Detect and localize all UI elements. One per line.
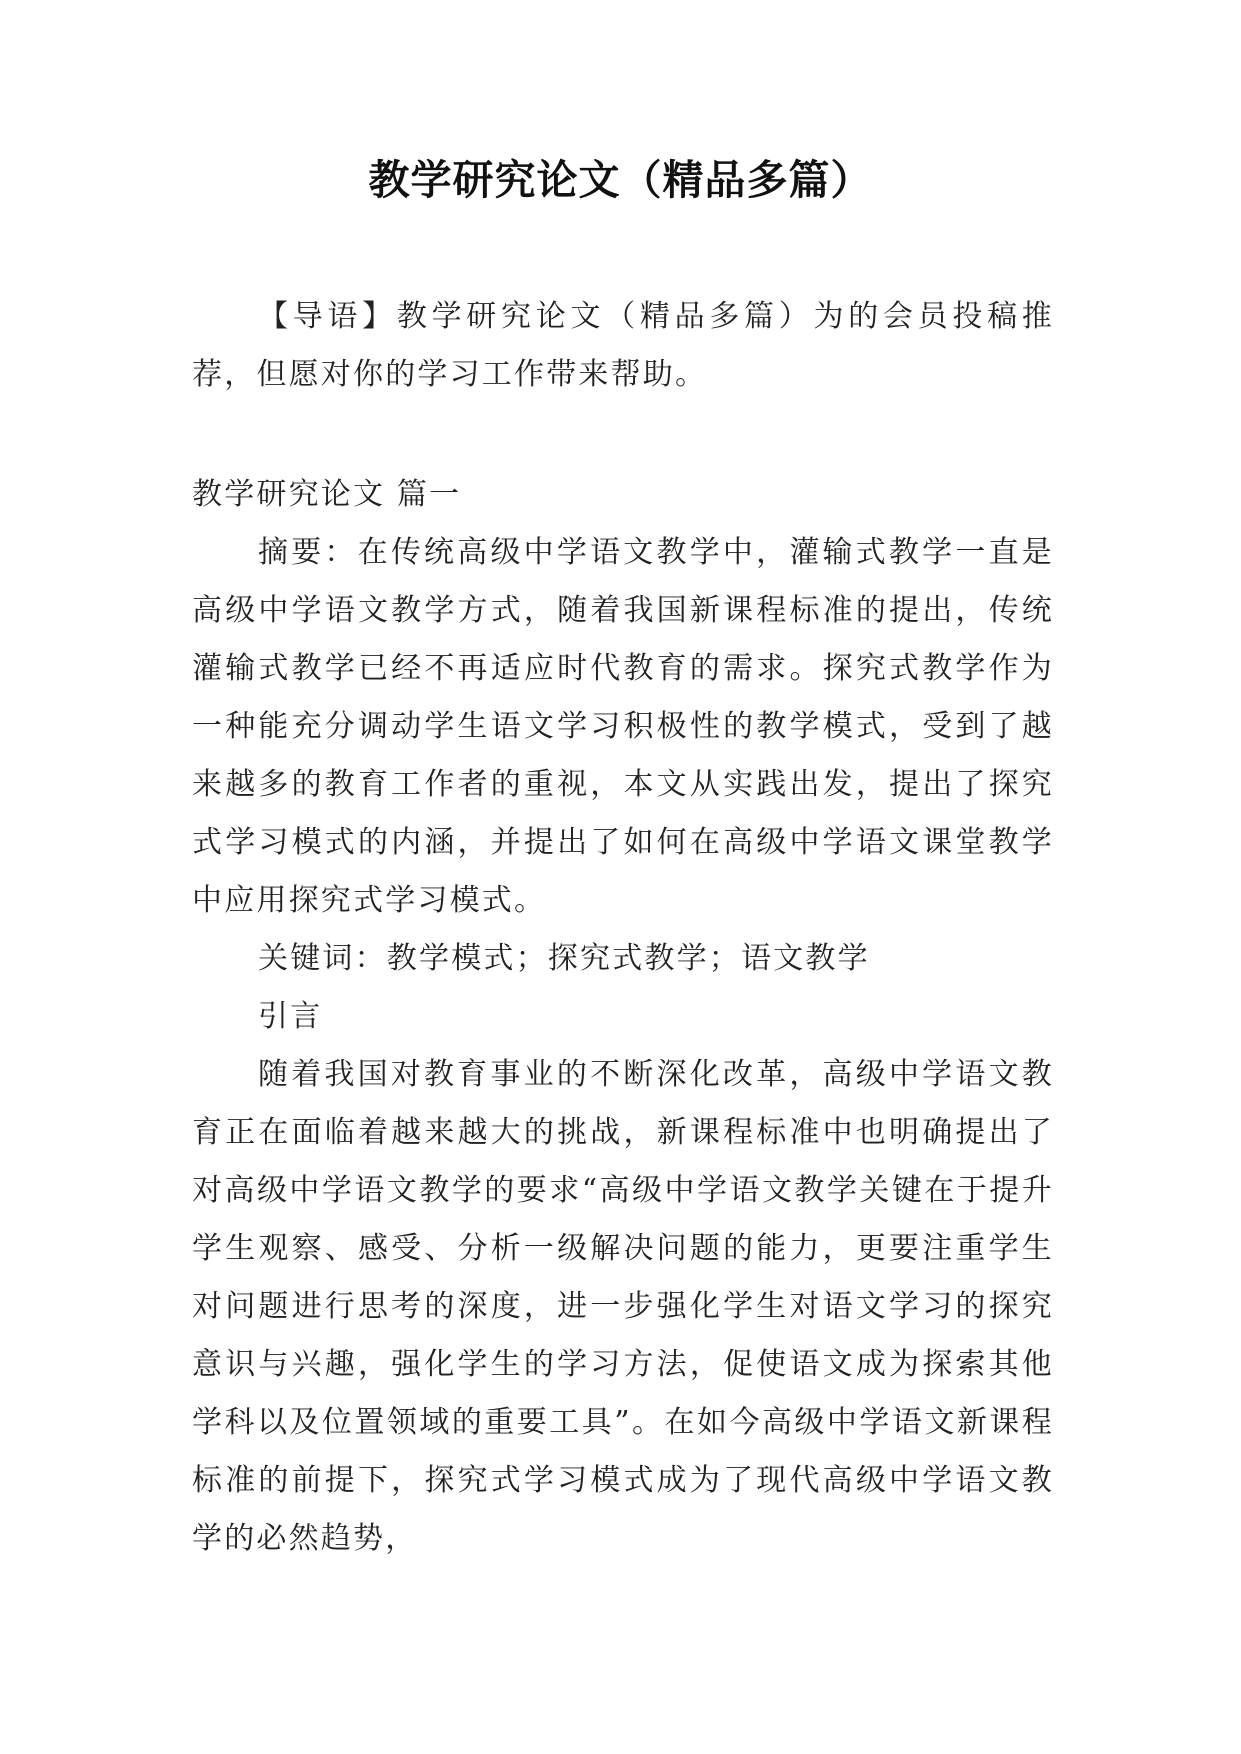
abstract-paragraph: 摘要：在传统高级中学语文教学中，灌输式教学一直是高级中学语文教学方式，随着我国新课程标准的提出，传统灌输式教学已经不再适应时代教育的需求。探究式教学作为一种能充分调动学生语文学习积极性的教学模式，受到了越来越多的教育工作者的重视，本文从实践出发，提出了探究式学习模式的内涵，并提出了如何在高级中学语文课堂教学中应用探究式学习模式。 <box>192 535 1054 918</box>
document-title: 教学研究论文（精品多篇） <box>368 156 873 204</box>
section-heading: 教学研究论文 篇一 <box>192 477 462 512</box>
body-paragraph: 随着我国对教育事业的不断深化改革，高级中学语文教育正在面临着越来越大的挑战，新课程标准中也明确提出了对高级中学语文教学的要求“高级中学语文教学关键在于提升学生观察、感受、分析一级解决问题的能力，更要注重学生对问题进行思考的深度，进一步强化学生对语文学习的探究意识与兴趣，强化学生的学习方法，促使语文成为探索其他学科以及位置领域的重要工具”。在如今高级中学语文新课程标准的前提下，探究式学习模式成为了现代高级中学语文教学的必然趋势， <box>192 1057 1054 1556</box>
keywords-line: 关键词：教学模式；探究式教学；语文教学 <box>258 941 870 976</box>
intro-paragraph: 【导语】教学研究论文（精品多篇）为的会员投稿推荐，但愿对你的学习工作带来帮助。 <box>192 299 1054 392</box>
introduction-heading: 引言 <box>258 999 323 1034</box>
